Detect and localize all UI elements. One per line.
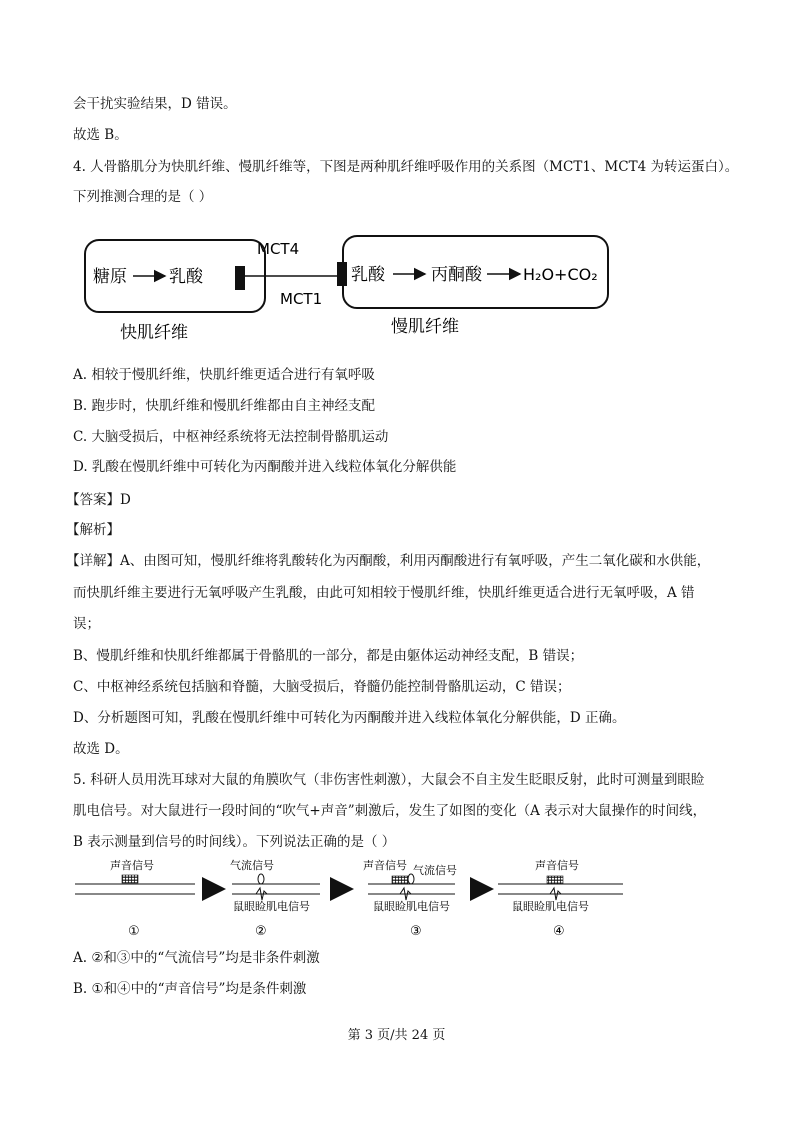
sound-signal-label: 声音信号 bbox=[110, 859, 154, 872]
airflow-signal-label: 气流信号 bbox=[413, 864, 457, 877]
detail-line: 误； bbox=[73, 616, 100, 632]
panel-3 bbox=[363, 858, 457, 939]
lactate-fast-label: 乳酸 bbox=[169, 267, 203, 287]
option-5a: A. ②和③中的“气流信号”均是非条件刺激 bbox=[73, 950, 320, 966]
text-line: 故选 D。 bbox=[73, 741, 129, 757]
airflow-signal-label: 气流信号 bbox=[230, 859, 274, 872]
panel-4 bbox=[498, 858, 623, 939]
eyelid-emg-label: 鼠眼睑肌电信号 bbox=[233, 900, 310, 913]
panel-number: ① bbox=[128, 924, 140, 939]
panel-2 bbox=[230, 858, 320, 939]
detail-line: B、慢肌纤维和快肌纤维都属于骨骼肌的一部分，都是由躯体运动神经支配，B 错误； bbox=[73, 648, 584, 664]
lactate-slow-label: 乳酸 bbox=[351, 265, 385, 285]
eyelid-emg-label: 鼠眼睑肌电信号 bbox=[512, 900, 589, 913]
question-5-stem: 5. 科研人员用洗耳球对大鼠的角膜吹气（非伤害性刺激），大鼠会不自主发生眨眼反射，此时可测量到眼睑 bbox=[73, 772, 705, 788]
pyruvate-label: 丙酮酸 bbox=[431, 265, 482, 285]
sound-signal-label: 声音信号 bbox=[535, 859, 579, 872]
text-line: 会干扰实验结果，D 错误。 bbox=[73, 96, 237, 112]
mct4-label: MCT4 bbox=[257, 240, 300, 258]
question-4-stem: 下列推测合理的是（ ） bbox=[73, 189, 213, 205]
option-4b: B. 跑步时，快肌纤维和慢肌纤维都由自主神经支配 bbox=[73, 398, 376, 414]
panel-number: ② bbox=[255, 924, 267, 939]
panel-number: ④ bbox=[553, 924, 565, 939]
eyelid-emg-label: 鼠眼睑肌电信号 bbox=[373, 900, 450, 913]
slow-fiber-label: 慢肌纤维 bbox=[391, 317, 459, 337]
option-4c: C. 大脑受损后，中枢神经系统将无法控制骨骼肌运动 bbox=[73, 429, 389, 445]
glycogen-label: 糖原 bbox=[93, 267, 127, 287]
detail-line: 而快肌纤维主要进行无氧呼吸产生乳酸，由此可知相较于慢肌纤维，快肌纤维更适合进行无氧呼吸，A 错 bbox=[73, 585, 695, 601]
signal-timeline-diagram bbox=[70, 855, 630, 943]
analysis-label: 【解析】 bbox=[66, 522, 120, 538]
fast-fiber-label: 快肌纤维 bbox=[120, 323, 188, 343]
detail-line: D、分析题图可知，乳酸在慢肌纤维中可转化为丙酮酸并进入线粒体氧化分解供能，D 正确。 bbox=[73, 710, 626, 726]
text-line: 故选 B。 bbox=[73, 127, 128, 143]
mct4-transporter bbox=[235, 266, 245, 290]
muscle-fiber-diagram bbox=[75, 228, 620, 348]
panel-1 bbox=[75, 858, 195, 939]
answer-label: 【答案】D bbox=[66, 492, 131, 508]
detail-line: 【详解】A、由图可知，慢肌纤维将乳酸转化为丙酮酸，利用丙酮酸进行有氧呼吸，产生二氧化碳和水供能， bbox=[66, 553, 711, 569]
panel-number: ③ bbox=[410, 924, 422, 939]
option-5b: B. ①和④中的“声音信号”均是条件刺激 bbox=[73, 981, 307, 997]
question-5-stem: B 表示测量到信号的时间线）。下列说法正确的是（ ） bbox=[73, 834, 396, 850]
mct1-transporter bbox=[337, 262, 347, 286]
option-4a: A. 相较于慢肌纤维，快肌纤维更适合进行有氧呼吸 bbox=[73, 367, 375, 383]
mct1-label: MCT1 bbox=[280, 290, 323, 308]
product-label: H₂O+CO₂ bbox=[523, 265, 598, 284]
question-5-stem: 肌电信号。对大鼠进行一段时间的“吹气+声音”刺激后，发生了如图的变化（A 表示对大鼠操作的时间线， bbox=[73, 803, 707, 819]
detail-line: C、中枢神经系统包括脑和脊髓，大脑受损后，脊髓仍能控制骨骼肌运动，C 错误； bbox=[73, 679, 571, 695]
page-footer: 第 3 页/共 24 页 bbox=[347, 1028, 446, 1043]
question-4-stem: 4. 人骨骼肌分为快肌纤维、慢肌纤维等，下图是两种肌纤维呼吸作用的关系图（MCT1、MCT4 为转运蛋白）。 bbox=[73, 159, 739, 175]
option-4d: D. 乳酸在慢肌纤维中可转化为丙酮酸并进入线粒体氧化分解供能 bbox=[73, 459, 457, 475]
sound-signal-label: 声音信号 bbox=[363, 859, 407, 872]
